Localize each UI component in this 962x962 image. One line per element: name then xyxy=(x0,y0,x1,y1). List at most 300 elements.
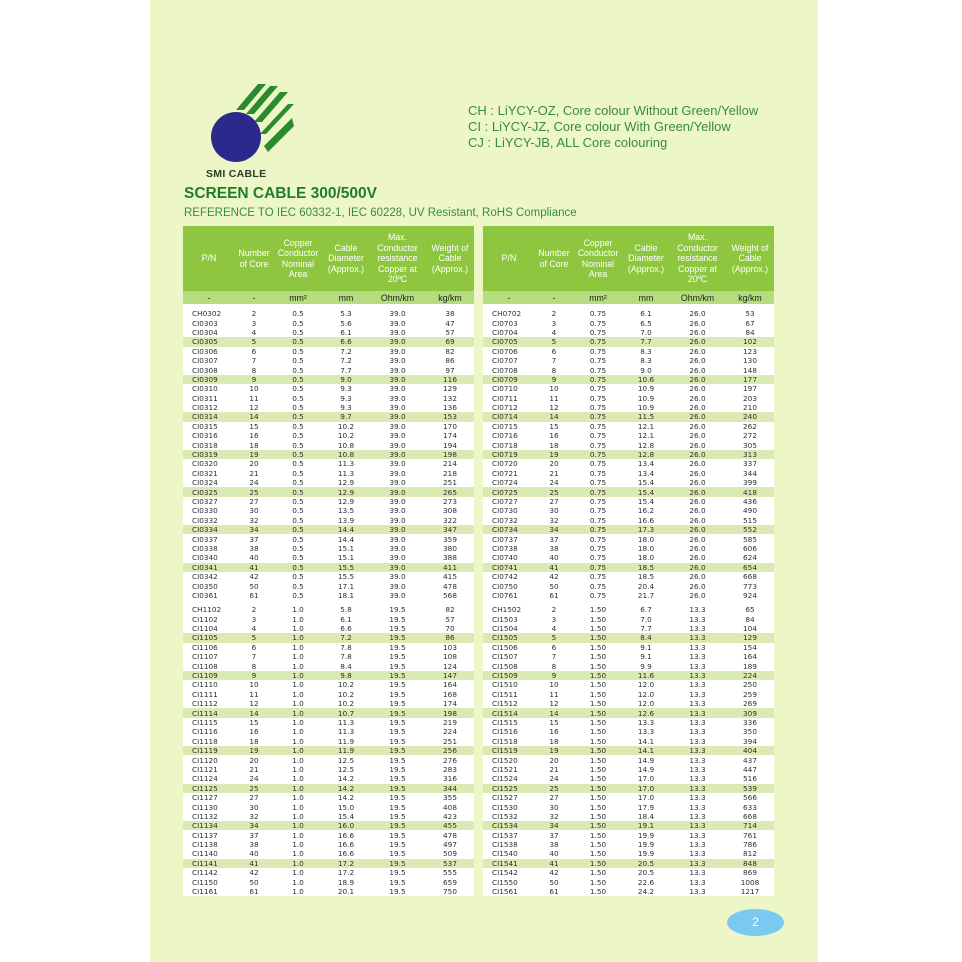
pn-cell: CI1109 xyxy=(183,671,235,680)
resistance-cell: 19.5 xyxy=(369,652,426,661)
cores-cell: 12 xyxy=(235,403,273,412)
cores-cell: 9 xyxy=(535,375,573,384)
cores-cell: 34 xyxy=(235,525,273,534)
diameter-cell: 13.3 xyxy=(623,718,669,727)
weight-cell: 399 xyxy=(726,478,774,487)
weight-cell: 84 xyxy=(726,615,774,624)
resistance-cell: 26.0 xyxy=(669,375,726,384)
table-row xyxy=(483,591,774,603)
resistance-cell: 26.0 xyxy=(669,450,726,459)
cores-cell: 3 xyxy=(535,318,573,327)
table-row xyxy=(183,403,474,412)
weight-cell: 786 xyxy=(726,840,774,849)
cores-cell: 6 xyxy=(235,347,273,356)
table-row xyxy=(483,581,774,590)
pn-cell: CI1516 xyxy=(483,727,535,736)
resistance-cell: 26.0 xyxy=(669,487,726,496)
area-cell: 0.5 xyxy=(273,478,323,487)
resistance-cell: 39.0 xyxy=(369,422,426,431)
pn-cell: CI0320 xyxy=(183,459,235,468)
area-cell: 0.75 xyxy=(573,525,623,534)
resistance-cell: 26.0 xyxy=(669,506,726,515)
table-row xyxy=(483,394,774,403)
weight-cell: 130 xyxy=(726,356,774,365)
area-cell: 1.0 xyxy=(273,877,323,886)
weight-cell: 394 xyxy=(726,737,774,746)
resistance-cell: 26.0 xyxy=(669,516,726,525)
diameter-cell: 20.5 xyxy=(623,868,669,877)
area-cell: 1.0 xyxy=(273,661,323,670)
table-row xyxy=(183,690,474,699)
area-cell: 0.5 xyxy=(273,384,323,393)
weight-cell: 773 xyxy=(726,581,774,590)
weight-cell: 148 xyxy=(726,365,774,374)
area-cell: 1.0 xyxy=(273,727,323,736)
area-cell: 0.5 xyxy=(273,469,323,478)
pn-cell: CI0304 xyxy=(183,328,235,337)
cores-cell: 27 xyxy=(535,497,573,506)
pn-cell: CI0742 xyxy=(483,572,535,581)
cores-cell: 27 xyxy=(235,793,273,802)
area-cell: 0.5 xyxy=(273,581,323,590)
unit-pn: - xyxy=(183,291,235,304)
diameter-cell: 22.6 xyxy=(623,877,669,886)
weight-cell: 124 xyxy=(426,661,474,670)
diameter-cell: 15.0 xyxy=(323,802,369,811)
cores-cell: 14 xyxy=(535,708,573,717)
pn-cell: CI1538 xyxy=(483,840,535,849)
resistance-cell: 13.3 xyxy=(669,699,726,708)
table-row xyxy=(183,643,474,652)
weight-cell: 177 xyxy=(726,375,774,384)
area-cell: 1.0 xyxy=(273,718,323,727)
weight-cell: 170 xyxy=(426,422,474,431)
pn-cell: CI1512 xyxy=(483,699,535,708)
weight-cell: 309 xyxy=(726,708,774,717)
area-cell: 1.50 xyxy=(573,699,623,708)
weight-cell: 337 xyxy=(726,459,774,468)
diameter-cell: 18.5 xyxy=(623,563,669,572)
table-row xyxy=(183,793,474,802)
pn-cell: CI1524 xyxy=(483,774,535,783)
spec-table-left xyxy=(183,226,474,896)
cores-cell: 11 xyxy=(535,394,573,403)
resistance-cell: 13.3 xyxy=(669,830,726,839)
cores-cell: 8 xyxy=(535,661,573,670)
cores-cell: 41 xyxy=(535,563,573,572)
pn-cell: CI0309 xyxy=(183,375,235,384)
resistance-cell: 13.3 xyxy=(669,774,726,783)
weight-cell: 198 xyxy=(426,708,474,717)
cores-cell: 37 xyxy=(235,830,273,839)
weight-cell: 283 xyxy=(426,765,474,774)
weight-cell: 153 xyxy=(426,412,474,421)
diameter-cell: 10.9 xyxy=(623,403,669,412)
resistance-cell: 19.5 xyxy=(369,849,426,858)
table-row xyxy=(183,652,474,661)
area-cell: 0.5 xyxy=(273,534,323,543)
unit-area: mm² xyxy=(273,291,323,304)
cores-cell: 9 xyxy=(235,671,273,680)
pn-cell: CI1120 xyxy=(183,755,235,764)
area-cell: 1.50 xyxy=(573,624,623,633)
cores-cell: 37 xyxy=(235,534,273,543)
resistance-cell: 19.5 xyxy=(369,643,426,652)
diameter-cell: 12.9 xyxy=(323,478,369,487)
area-cell: 1.0 xyxy=(273,633,323,642)
diameter-cell: 10.2 xyxy=(323,680,369,689)
area-cell: 1.0 xyxy=(273,652,323,661)
cores-cell: 15 xyxy=(235,422,273,431)
diameter-cell: 17.0 xyxy=(623,774,669,783)
resistance-cell: 39.0 xyxy=(369,506,426,515)
cores-cell: 12 xyxy=(535,699,573,708)
table-row xyxy=(483,572,774,581)
weight-cell: 86 xyxy=(426,356,474,365)
table-row xyxy=(183,581,474,590)
area-cell: 1.0 xyxy=(273,671,323,680)
table-row xyxy=(183,718,474,727)
weight-cell: 344 xyxy=(726,469,774,478)
cores-cell: 18 xyxy=(535,440,573,449)
header-row xyxy=(483,226,774,291)
header-row xyxy=(183,226,474,291)
diameter-cell: 18.9 xyxy=(323,877,369,886)
weight-cell: 116 xyxy=(426,375,474,384)
unit-area: mm² xyxy=(573,291,623,304)
pn-cell: CI1527 xyxy=(483,793,535,802)
header-resistance: Max. Conductor resistance Copper at 20ºC xyxy=(669,226,726,291)
resistance-cell: 39.0 xyxy=(369,553,426,562)
cores-cell: 8 xyxy=(235,661,273,670)
table-row xyxy=(183,525,474,534)
area-cell: 0.5 xyxy=(273,328,323,337)
cores-cell: 40 xyxy=(235,553,273,562)
area-cell: 0.75 xyxy=(573,431,623,440)
cores-cell: 5 xyxy=(235,633,273,642)
table-row xyxy=(483,534,774,543)
diameter-cell: 15.4 xyxy=(323,812,369,821)
table-row xyxy=(483,403,774,412)
weight-cell: 478 xyxy=(426,581,474,590)
weight-cell: 515 xyxy=(726,516,774,525)
table-row xyxy=(183,412,474,421)
area-cell: 0.5 xyxy=(273,450,323,459)
diameter-cell: 9.9 xyxy=(623,661,669,670)
weight-cell: 336 xyxy=(726,718,774,727)
pn-cell: CI1118 xyxy=(183,737,235,746)
diameter-cell: 17.2 xyxy=(323,859,369,868)
unit-resistance: Ohm/km xyxy=(669,291,726,304)
cores-cell: 32 xyxy=(235,516,273,525)
cores-cell: 15 xyxy=(535,718,573,727)
weight-cell: 57 xyxy=(426,615,474,624)
cores-cell: 8 xyxy=(535,365,573,374)
area-cell: 0.75 xyxy=(573,459,623,468)
table-row xyxy=(483,784,774,793)
diameter-cell: 11.3 xyxy=(323,459,369,468)
table-row xyxy=(183,328,474,337)
area-cell: 1.0 xyxy=(273,840,323,849)
cores-cell: 42 xyxy=(235,868,273,877)
pn-cell: CI0708 xyxy=(483,365,535,374)
area-cell: 1.0 xyxy=(273,643,323,652)
area-cell: 1.50 xyxy=(573,652,623,661)
pn-cell: CI0330 xyxy=(183,506,235,515)
pn-cell: CI0307 xyxy=(183,356,235,365)
table-row xyxy=(483,812,774,821)
table-row xyxy=(183,394,474,403)
weight-cell: 355 xyxy=(426,793,474,802)
weight-cell: 168 xyxy=(426,690,474,699)
header-weight: Weight of Cable (Approx.) xyxy=(726,226,774,291)
cores-cell: 12 xyxy=(535,403,573,412)
weight-cell: 53 xyxy=(726,309,774,318)
pn-cell: CI1115 xyxy=(183,718,235,727)
table-row xyxy=(183,699,474,708)
resistance-cell: 19.5 xyxy=(369,821,426,830)
resistance-cell: 26.0 xyxy=(669,544,726,553)
area-cell: 1.0 xyxy=(273,821,323,830)
resistance-cell: 39.0 xyxy=(369,431,426,440)
area-cell: 0.75 xyxy=(573,534,623,543)
pn-cell: CI0711 xyxy=(483,394,535,403)
table-row xyxy=(183,337,474,346)
weight-cell: 447 xyxy=(726,765,774,774)
pn-cell: CI1105 xyxy=(183,633,235,642)
cores-cell: 30 xyxy=(235,802,273,811)
diameter-cell: 5.3 xyxy=(323,309,369,318)
area-cell: 0.75 xyxy=(573,412,623,421)
pn-cell: CI1525 xyxy=(483,784,535,793)
resistance-cell: 39.0 xyxy=(369,337,426,346)
weight-cell: 219 xyxy=(426,718,474,727)
resistance-cell: 13.3 xyxy=(669,661,726,670)
area-cell: 1.0 xyxy=(273,746,323,755)
table-row xyxy=(183,859,474,868)
area-cell: 1.50 xyxy=(573,849,623,858)
weight-cell: 606 xyxy=(726,544,774,553)
weight-cell: 359 xyxy=(426,534,474,543)
cores-cell: 6 xyxy=(235,643,273,652)
diameter-cell: 21.7 xyxy=(623,591,669,603)
diameter-cell: 9.7 xyxy=(323,412,369,421)
table-row xyxy=(183,384,474,393)
diameter-cell: 12.8 xyxy=(623,440,669,449)
resistance-cell: 26.0 xyxy=(669,356,726,365)
weight-cell: 123 xyxy=(726,347,774,356)
area-cell: 1.50 xyxy=(573,661,623,670)
area-cell: 0.75 xyxy=(573,572,623,581)
weight-cell: 273 xyxy=(426,497,474,506)
diameter-cell: 13.3 xyxy=(623,727,669,736)
weight-cell: 423 xyxy=(426,812,474,821)
diameter-cell: 12.0 xyxy=(623,690,669,699)
weight-cell: 624 xyxy=(726,553,774,562)
area-cell: 1.50 xyxy=(573,802,623,811)
resistance-cell: 39.0 xyxy=(369,347,426,356)
resistance-cell: 13.3 xyxy=(669,603,726,615)
pn-cell: CI1134 xyxy=(183,821,235,830)
area-cell: 1.50 xyxy=(573,812,623,821)
table-row xyxy=(483,887,774,896)
pn-cell: CI1114 xyxy=(183,708,235,717)
table-row xyxy=(483,821,774,830)
pn-cell: CH1102 xyxy=(183,603,235,615)
cores-cell: 15 xyxy=(535,422,573,431)
area-cell: 0.75 xyxy=(573,440,623,449)
weight-cell: 568 xyxy=(426,591,474,603)
diameter-cell: 10.2 xyxy=(323,690,369,699)
diameter-cell: 14.1 xyxy=(623,737,669,746)
pn-cell: CI1125 xyxy=(183,784,235,793)
resistance-cell: 26.0 xyxy=(669,534,726,543)
resistance-cell: 13.3 xyxy=(669,849,726,858)
table-body xyxy=(183,309,474,896)
area-cell: 0.5 xyxy=(273,572,323,581)
weight-cell: 164 xyxy=(726,652,774,661)
area-cell: 0.5 xyxy=(273,365,323,374)
resistance-cell: 13.3 xyxy=(669,633,726,642)
cores-cell: 2 xyxy=(235,603,273,615)
diameter-cell: 16.6 xyxy=(323,830,369,839)
cores-cell: 21 xyxy=(235,765,273,774)
weight-cell: 194 xyxy=(426,440,474,449)
resistance-cell: 39.0 xyxy=(369,497,426,506)
area-cell: 1.0 xyxy=(273,737,323,746)
area-cell: 0.5 xyxy=(273,487,323,496)
pn-cell: CI0719 xyxy=(483,450,535,459)
diameter-cell: 9.1 xyxy=(623,652,669,661)
resistance-cell: 19.5 xyxy=(369,718,426,727)
diameter-cell: 7.2 xyxy=(323,347,369,356)
unit-weight: kg/km xyxy=(426,291,474,304)
cores-cell: 25 xyxy=(235,784,273,793)
area-cell: 0.75 xyxy=(573,497,623,506)
weight-cell: 350 xyxy=(726,727,774,736)
diameter-cell: 5.8 xyxy=(323,603,369,615)
unit-pn: - xyxy=(483,291,535,304)
resistance-cell: 19.5 xyxy=(369,859,426,868)
diameter-cell: 8.4 xyxy=(323,661,369,670)
table-row xyxy=(483,737,774,746)
resistance-cell: 39.0 xyxy=(369,356,426,365)
table-row xyxy=(483,459,774,468)
diameter-cell: 13.9 xyxy=(323,516,369,525)
pn-cell: CI0737 xyxy=(483,534,535,543)
diameter-cell: 15.4 xyxy=(623,497,669,506)
table-row xyxy=(183,469,474,478)
weight-cell: 585 xyxy=(726,534,774,543)
table-row xyxy=(183,624,474,633)
pn-cell: CI0316 xyxy=(183,431,235,440)
table-row xyxy=(183,553,474,562)
pn-cell: CI1504 xyxy=(483,624,535,633)
diameter-cell: 16.6 xyxy=(623,516,669,525)
diameter-cell: 9.0 xyxy=(323,375,369,384)
table-row xyxy=(483,309,774,318)
cores-cell: 30 xyxy=(535,802,573,811)
area-cell: 0.5 xyxy=(273,497,323,506)
diameter-cell: 13.4 xyxy=(623,469,669,478)
diameter-cell: 14.9 xyxy=(623,755,669,764)
pn-cell: CI1142 xyxy=(183,868,235,877)
table-row xyxy=(183,802,474,811)
diameter-cell: 9.3 xyxy=(323,403,369,412)
weight-cell: 250 xyxy=(726,680,774,689)
diameter-cell: 11.9 xyxy=(323,746,369,755)
diameter-cell: 18.0 xyxy=(623,534,669,543)
weight-cell: 129 xyxy=(726,633,774,642)
weight-cell: 70 xyxy=(426,624,474,633)
cores-cell: 30 xyxy=(535,506,573,515)
header-cores: Number of Core xyxy=(535,226,573,291)
weight-cell: 659 xyxy=(426,877,474,886)
area-cell: 0.5 xyxy=(273,375,323,384)
weight-cell: 388 xyxy=(426,553,474,562)
pn-cell: CI0721 xyxy=(483,469,535,478)
cores-cell: 41 xyxy=(535,859,573,868)
area-cell: 0.5 xyxy=(273,394,323,403)
area-cell: 0.75 xyxy=(573,581,623,590)
table-row xyxy=(483,652,774,661)
cores-cell: 18 xyxy=(535,737,573,746)
table-row xyxy=(183,746,474,755)
pn-cell: CI1140 xyxy=(183,849,235,858)
resistance-cell: 39.0 xyxy=(369,318,426,327)
weight-cell: 347 xyxy=(426,525,474,534)
cores-cell: 16 xyxy=(235,727,273,736)
table-row xyxy=(483,755,774,764)
diameter-cell: 7.0 xyxy=(623,328,669,337)
table-body xyxy=(483,309,774,896)
resistance-cell: 39.0 xyxy=(369,469,426,478)
weight-cell: 82 xyxy=(426,603,474,615)
pn-cell: CI0705 xyxy=(483,337,535,346)
resistance-cell: 26.0 xyxy=(669,497,726,506)
table-row xyxy=(483,328,774,337)
pn-cell: CI1506 xyxy=(483,643,535,652)
weight-cell: 65 xyxy=(726,603,774,615)
pn-cell: CI0337 xyxy=(183,534,235,543)
pn-cell: CI1132 xyxy=(183,812,235,821)
area-cell: 0.75 xyxy=(573,328,623,337)
resistance-cell: 39.0 xyxy=(369,412,426,421)
area-cell: 0.75 xyxy=(573,347,623,356)
resistance-cell: 13.3 xyxy=(669,652,726,661)
table-row xyxy=(183,450,474,459)
table-row xyxy=(183,309,474,318)
cores-cell: 2 xyxy=(235,309,273,318)
pn-cell: CI1520 xyxy=(483,755,535,764)
area-cell: 1.0 xyxy=(273,603,323,615)
table-row xyxy=(483,643,774,652)
diameter-cell: 15.5 xyxy=(323,572,369,581)
weight-cell: 47 xyxy=(426,318,474,327)
diameter-cell: 6.5 xyxy=(623,318,669,327)
cores-cell: 50 xyxy=(535,581,573,590)
weight-cell: 272 xyxy=(726,431,774,440)
cores-cell: 3 xyxy=(235,318,273,327)
pn-cell: CI0761 xyxy=(483,591,535,603)
table-row xyxy=(483,422,774,431)
cores-cell: 42 xyxy=(535,572,573,581)
diameter-cell: 12.9 xyxy=(323,497,369,506)
weight-cell: 214 xyxy=(426,459,474,468)
diameter-cell: 15.4 xyxy=(623,478,669,487)
area-cell: 0.75 xyxy=(573,403,623,412)
weight-cell: 305 xyxy=(726,440,774,449)
